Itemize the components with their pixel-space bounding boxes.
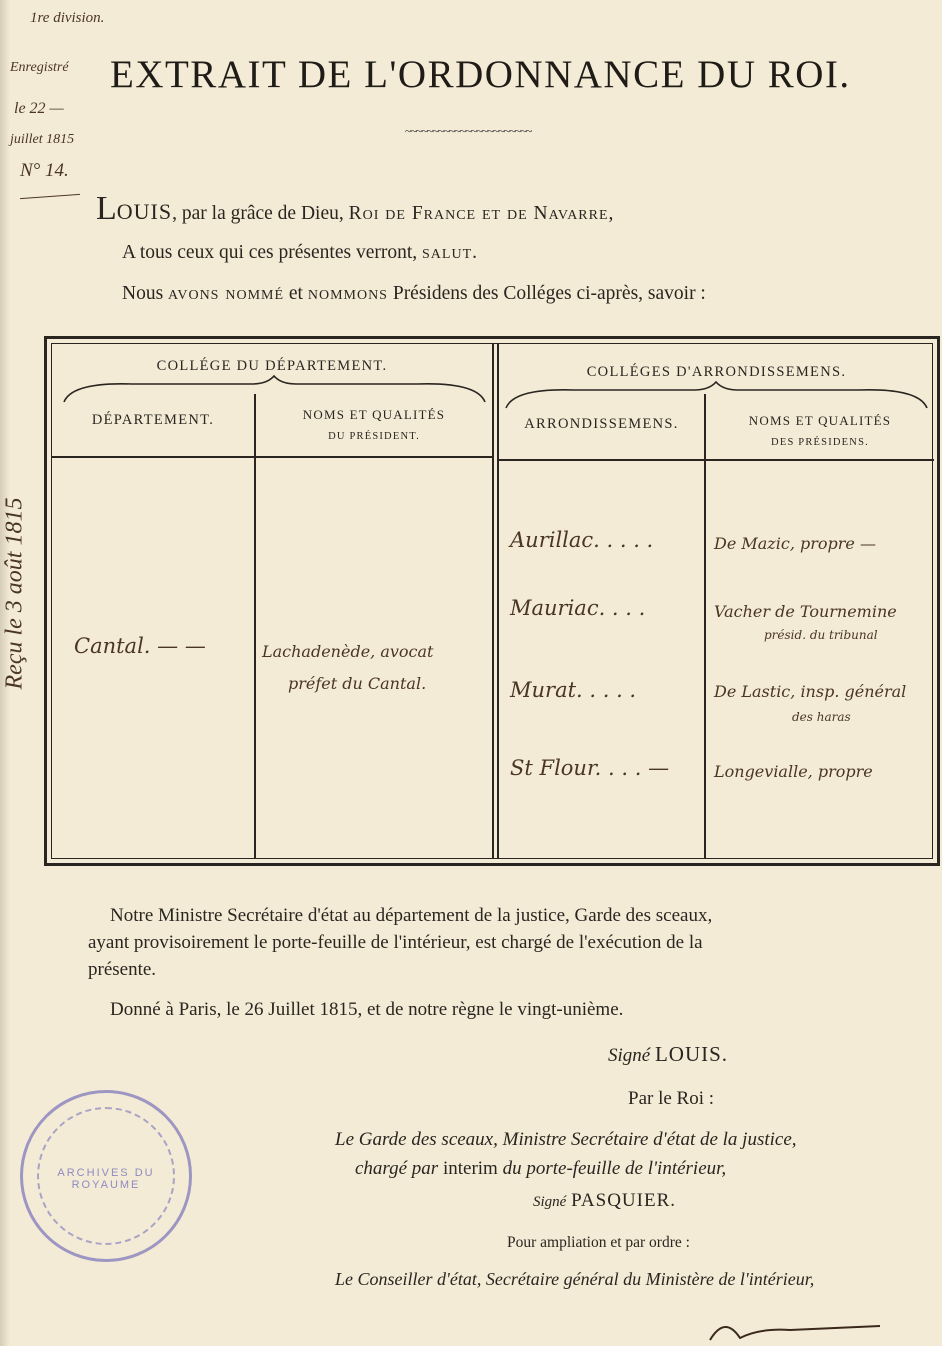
margin-note-vertical: Reçu le 3 août 1815 xyxy=(1,497,28,690)
donne-a-paris: Donné à Paris, le 26 Juillet 1815, et de notre règne le vingt-unième. xyxy=(110,999,624,1020)
president-mauriac-line1: Vacher de Tournemine xyxy=(714,602,897,621)
signe-label-2: Signé xyxy=(533,1194,567,1210)
intro-tous: A tous ceux qui ces présentes verront, xyxy=(122,242,423,263)
intro-nous: Nous xyxy=(122,283,169,304)
intro-et: et xyxy=(284,283,308,304)
president-line-2: préfet du Cantal. xyxy=(288,674,427,693)
col-divider-1 xyxy=(254,394,256,859)
title-ornament: ~~~~~~~~~~~~~~~~~~~~~~~ xyxy=(405,124,532,138)
president-mauriac-line2: présid. du tribunal xyxy=(764,628,878,642)
arrondissement-murat: Murat. . . . . xyxy=(510,678,637,702)
signe-louis xyxy=(608,1041,728,1069)
signe-pasquier xyxy=(533,1187,676,1216)
margin-note-date-month: juillet 1815 xyxy=(10,132,75,147)
table xyxy=(51,343,933,859)
intro-grace: , par la grâce de Dieu, xyxy=(172,203,349,224)
paragraph-ministre xyxy=(88,902,910,983)
col-divider-2a xyxy=(492,344,494,859)
president-murat-line1: De Lastic, insp. général xyxy=(714,682,907,701)
garde-interim: interim xyxy=(442,1158,498,1179)
col-header-noms-president-line1: NOMS ET QUALITÉS xyxy=(302,407,446,422)
group-header-arrondissemens: COLLÉGES D'ARRONDISSEMENS. xyxy=(586,364,847,380)
president-murat-line2: des haras xyxy=(792,710,851,724)
signe-pasquier-name: PASQUIER. xyxy=(571,1190,676,1211)
archive-stamp-text: ARCHIVES DU ROYAUME xyxy=(57,1167,155,1191)
arrondissement-st-flour: St Flour. . . . — xyxy=(510,756,670,780)
garde-porte-feuille: du porte-feuille de l'intérieur, xyxy=(502,1158,727,1179)
paragraph-ministre-line3: présente. xyxy=(88,959,157,980)
president-aurillac: De Mazic, propre — xyxy=(714,534,876,553)
intro-louis: OUIS xyxy=(116,199,173,224)
president-line-1: Lachadenède, avocat xyxy=(262,642,434,661)
intro-line-1 xyxy=(96,190,614,228)
header-rule-left xyxy=(52,456,492,458)
col-header-noms-presidens-line2: DES PRÉSIDENS. xyxy=(771,437,869,448)
conseiller-etat: Le Conseiller d'état, Secrétaire général du Ministère de l'intérieur, xyxy=(335,1269,815,1289)
page-title: EXTRAIT DE L'ORDONNANCE DU ROI. xyxy=(110,53,851,96)
intro-avons: avons nommé xyxy=(168,283,285,304)
archive-stamp xyxy=(20,1090,192,1262)
margin-note-number: N° 14. xyxy=(20,160,69,181)
arrondissement-aurillac: Aurillac. . . . . xyxy=(510,528,654,552)
garde-line-2 xyxy=(355,1155,726,1182)
paragraph-ministre-line1: Notre Ministre Secrétaire d'état au département de la justice, Garde des sceaux, xyxy=(110,905,713,926)
col-header-departement: DÉPARTEMENT. xyxy=(91,412,215,428)
brace-left xyxy=(62,374,487,404)
president-st-flour: Longevialle, propre xyxy=(714,762,873,781)
signe-label: Signé xyxy=(608,1045,651,1066)
col-header-noms-presidens-line1: NOMS ET QUALITÉS xyxy=(748,413,892,428)
garde-charge: chargé par xyxy=(355,1158,439,1179)
intro-line-2 xyxy=(122,242,478,264)
col-divider-3 xyxy=(704,394,706,859)
paragraph-ministre-line2: ayant provisoirement le porte-feuille de l'intérieur, est chargé de l'exécution de la xyxy=(88,932,703,953)
col-header-noms-presidens xyxy=(706,410,934,454)
header-rule-right xyxy=(499,459,934,461)
brace-right xyxy=(504,380,929,410)
col-header-noms-president xyxy=(256,404,492,448)
margin-note-date-day: le 22 — xyxy=(14,100,64,117)
departement-value: Cantal. — — xyxy=(74,634,206,658)
col-header-noms-president-line2: DU PRÉSIDENT. xyxy=(328,431,420,442)
intro-salut: salut. xyxy=(422,242,479,263)
intro-line-3 xyxy=(122,283,706,305)
signe-louis-name: LOUIS. xyxy=(654,1042,729,1066)
col-header-arrondissemens: ARRONDISSEMENS. xyxy=(524,416,679,432)
signature-flourish xyxy=(700,1310,900,1346)
par-le-roi: Par le Roi : xyxy=(628,1088,715,1109)
intro-initial: L xyxy=(96,190,117,227)
margin-rule xyxy=(20,194,80,199)
intro-roi-title: Roi de France et de Navarre, xyxy=(348,203,615,224)
garde-line-1: Le Garde des sceaux, Ministre Secrétaire d'état de la justice, xyxy=(335,1129,797,1150)
margin-note-enregistre: Enregistré xyxy=(10,60,69,75)
arrondissement-mauriac: Mauriac. . . . xyxy=(510,596,646,620)
intro-presidens: Présidens des Colléges ci-après, savoir : xyxy=(387,283,706,304)
margin-note-division: 1re division. xyxy=(30,10,105,26)
intro-nommons: nommons xyxy=(307,283,388,304)
group-header-departement: COLLÉGE DU DÉPARTEMENT. xyxy=(156,358,388,374)
pour-ampliation: Pour ampliation et par ordre : xyxy=(507,1234,690,1251)
